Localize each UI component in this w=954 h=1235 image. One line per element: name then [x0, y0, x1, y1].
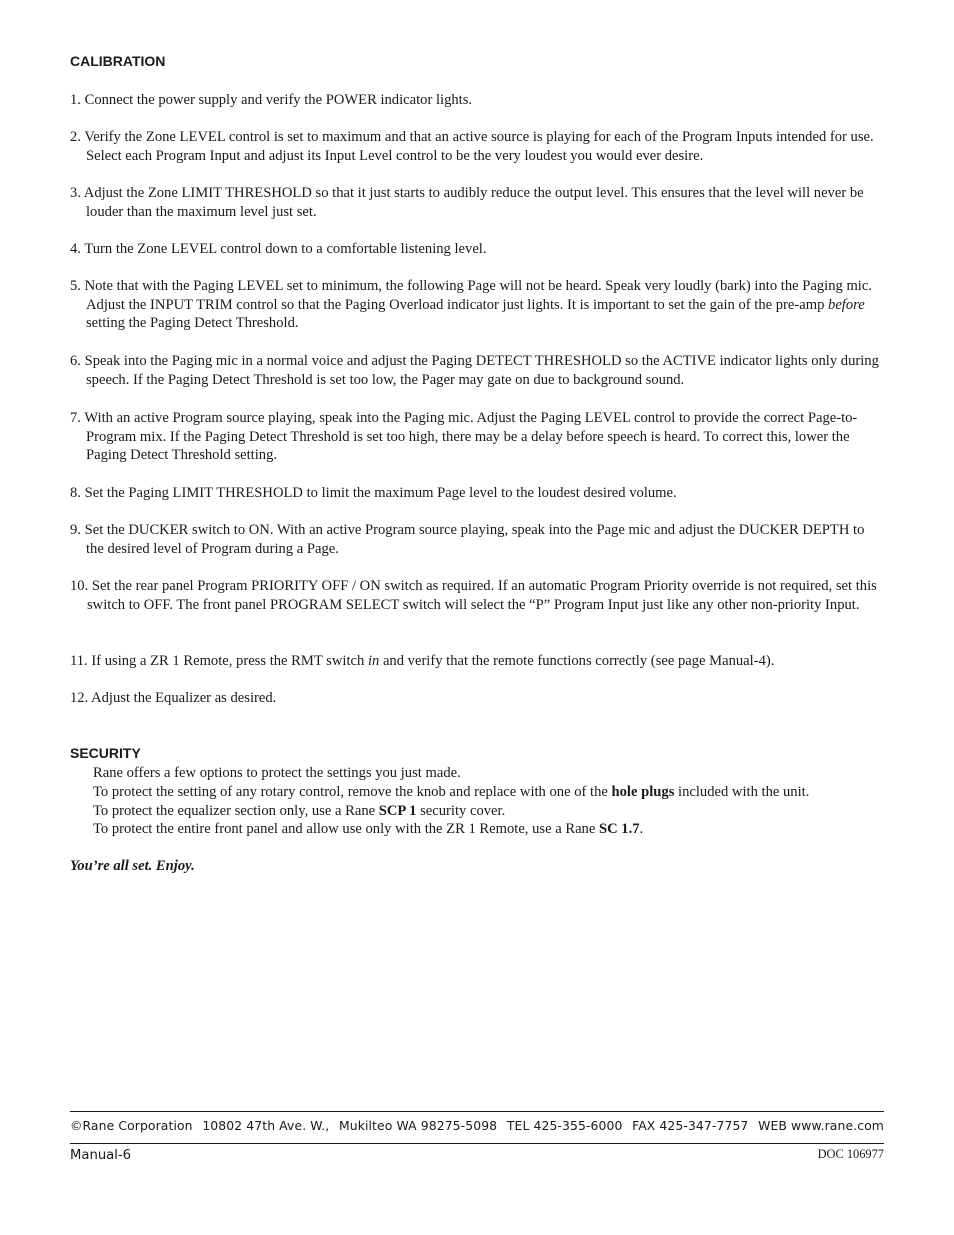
calibration-step-8: 8. Set the Paging LIMIT THRESHOLD to limit the maximum Page level to the loudest desired volume. — [70, 485, 677, 501]
security-line-1: Rane offers a few options to protect the settings you just made. — [93, 765, 461, 781]
security-line-4: To protect the entire front panel and allow use only with the ZR 1 Remote, use a Rane SC 1.7. — [93, 821, 644, 837]
calibration-step-4: 4. Turn the Zone LEVEL control down to a comfortable listening level. — [70, 241, 487, 257]
calibration-step-1: 1. Connect the power supply and verify the POWER indicator lights. — [70, 92, 473, 108]
footer-fax: FAX 425-347-7757 — [632, 1118, 749, 1133]
footer-top-rule — [70, 1111, 884, 1112]
doc-number: DOC 106977 — [817, 1147, 884, 1161]
calibration-step-9: 9. Set the DUCKER switch to ON. With an active Program source playing, speak into the Page mic and adjust the DUCKER DEPTH to the desired level of Program during a Page. — [70, 522, 865, 557]
footer-copyright: ©Rane Corporation — [70, 1118, 193, 1133]
closing-line: You’re all set. Enjoy. — [70, 858, 195, 874]
footer-tel: TEL 425-355-6000 — [506, 1118, 623, 1133]
footer-web: WEB www.rane.com — [758, 1118, 884, 1133]
security-line-2: To protect the setting of any rotary control, remove the knob and replace with one of the hole plugs included with the unit. — [93, 784, 810, 800]
security-line-3: To protect the equalizer section only, use a Rane SCP 1 security cover. — [93, 803, 506, 819]
calibration-step-3: 3. Adjust the Zone LIMIT THRESHOLD so that it just starts to audibly reduce the output level. This ensures that the level will never be louder than the maximum level just set. — [70, 185, 864, 220]
calibration-step-2: 2. Verify the Zone LEVEL control is set to maximum and that an active source is playing for each of the Program Inputs intended for use. Select each Program Input and adjust its Input Level control to be the very loudest you would ever desire. — [70, 129, 874, 164]
page-number: Manual-6 — [70, 1148, 132, 1163]
security-heading: SECURITY — [70, 745, 141, 761]
calibration-step-12: 12. Adjust the Equalizer as desired. — [70, 690, 277, 706]
footer-contact — [70, 1118, 884, 1133]
calibration-step-11: 11. If using a ZR 1 Remote, press the RMT switch in and verify that the remote functions correctly (see page Manual-4). — [70, 653, 775, 669]
calibration-heading: CALIBRATION — [70, 53, 166, 69]
footer-city: Mukilteo WA 98275-5098 — [338, 1118, 498, 1133]
calibration-step-10: 10. Set the rear panel Program PRIORITY OFF / ON switch as required. If an automatic Program Priority override is not required, set this switch to OFF. The front panel PROGRAM SELECT switch will select the “P” Program Input just like any other non-priority Input. — [70, 578, 877, 613]
footer-bottom-rule — [70, 1143, 884, 1144]
calibration-step-7: 7. With an active Program source playing, speak into the Paging mic. Adjust the Paging LEVEL control to provide the correct Page-to-Program mix. If the Paging Detect Threshold is set too high, there may be a delay before speech is heard. To correct this, lower the Paging Detect Threshold setting. — [70, 410, 858, 464]
calibration-step-5: 5. Note that with the Paging LEVEL set to minimum, the following Page will not be heard. Speak very loudly (bark) into the Paging mic. Adjust the INPUT TRIM control so that the Paging Overload indicator just lights. It is important to set the gain of the pre-amp before setting the Paging Detect Threshold. — [70, 278, 872, 332]
calibration-step-6: 6. Speak into the Paging mic in a normal voice and adjust the Paging DETECT THRESHOLD so the ACTIVE indicator lights only during speech. If the Paging Detect Threshold is set too low, the Pager may gate on due to background sound. — [70, 353, 879, 388]
footer-address: 10802 47th Ave. W., — [202, 1118, 330, 1133]
